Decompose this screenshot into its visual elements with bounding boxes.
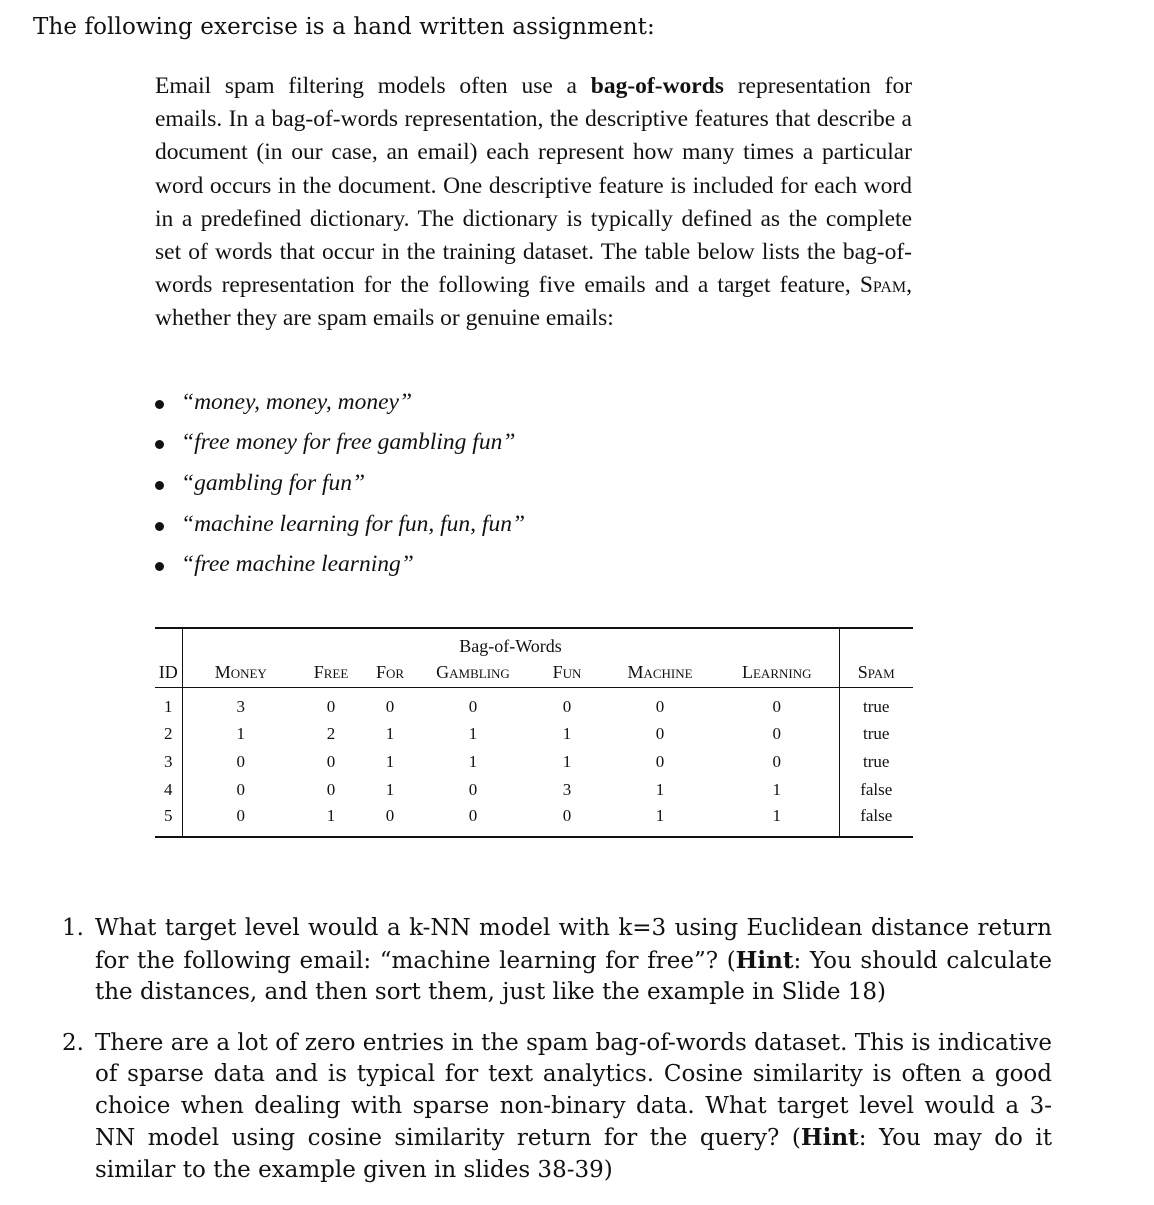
question-text: What target level would a k-NN model with k=3 using Euclidean distance return for the following email: “machine learning for free”? (Hint: You should calculate the distances, and then sort them, just like the example in Slide 18)	[95, 915, 1052, 1005]
list-item: “machine learning for fun, fun, fun”	[155, 504, 525, 545]
email-list	[155, 382, 525, 585]
bullet-icon	[155, 440, 164, 449]
list-item: “free machine learning”	[155, 544, 525, 585]
passage-part-3: , whether they are spam emails or genuine emails:	[155, 272, 913, 332]
column-header: Learning	[715, 657, 839, 688]
bullet-icon	[155, 522, 164, 531]
column-header: ID	[155, 657, 182, 688]
table-row: 5 0 1 0 0 0 1 1 false	[155, 804, 913, 837]
table-row: 3 0 0 1 1 1 0 0 true	[155, 748, 913, 776]
group-header: Bag-of-Words	[182, 628, 839, 657]
question-list	[62, 913, 1052, 1205]
list-item: “money, money, money”	[155, 382, 525, 423]
question-item	[62, 913, 1052, 1009]
assignment-intro: The following exercise is a hand written assignment:	[33, 14, 655, 40]
column-header: Money	[182, 657, 299, 688]
bullet-icon	[155, 562, 164, 571]
table-row: 2 1 2 1 1 1 0 0 true	[155, 720, 913, 748]
column-header: Machine	[605, 657, 715, 688]
passage-part-2: representation for emails. In a bag-of-words representation, the descriptive features that describe a document (in our case, an email) each represent how many times a particular word occurs in the document. One descriptive feature is included for each word in a predefined dictionary. The dictionary is typically defined as the complete set of words that occur in the training dataset. The table below lists the bag-of-words representation for the following five emails and a target feature,	[155, 73, 913, 299]
column-header: Free	[299, 657, 363, 688]
passage-part-1: Email spam filtering models often use a	[155, 73, 577, 99]
bag-of-words-table	[155, 627, 913, 838]
table-row: 1 3 0 0 0 0 0 0 true	[155, 688, 913, 721]
column-header: For	[363, 657, 417, 688]
table-row: 4 0 0 1 0 3 1 1 false	[155, 776, 913, 804]
bullet-icon	[155, 400, 164, 409]
question-item	[62, 1028, 1052, 1187]
question-number: 1.	[62, 915, 84, 941]
spam-feature-name: Spam	[859, 272, 907, 299]
bag-of-words-term: bag-of-words	[590, 73, 724, 99]
column-header: Fun	[529, 657, 605, 688]
question-text: There are a lot of zero entries in the spam bag-of-words dataset. This is indicative of sparse data and is typical for text analytics. Cosine similarity is often a good choice when dealing with sparse non-binary data. What target level would a 3-NN model using cosine similarity return for the query? (Hint: You may do it similar to the example given in slides 38-39)	[95, 1029, 1052, 1183]
bullet-icon	[155, 481, 164, 490]
column-header: Gambling	[417, 657, 529, 688]
list-item: “gambling for fun”	[155, 463, 525, 504]
problem-description	[155, 70, 912, 336]
list-item: “free money for free gambling fun”	[155, 423, 525, 464]
question-number: 2.	[62, 1029, 84, 1056]
column-header: Spam	[839, 657, 913, 688]
